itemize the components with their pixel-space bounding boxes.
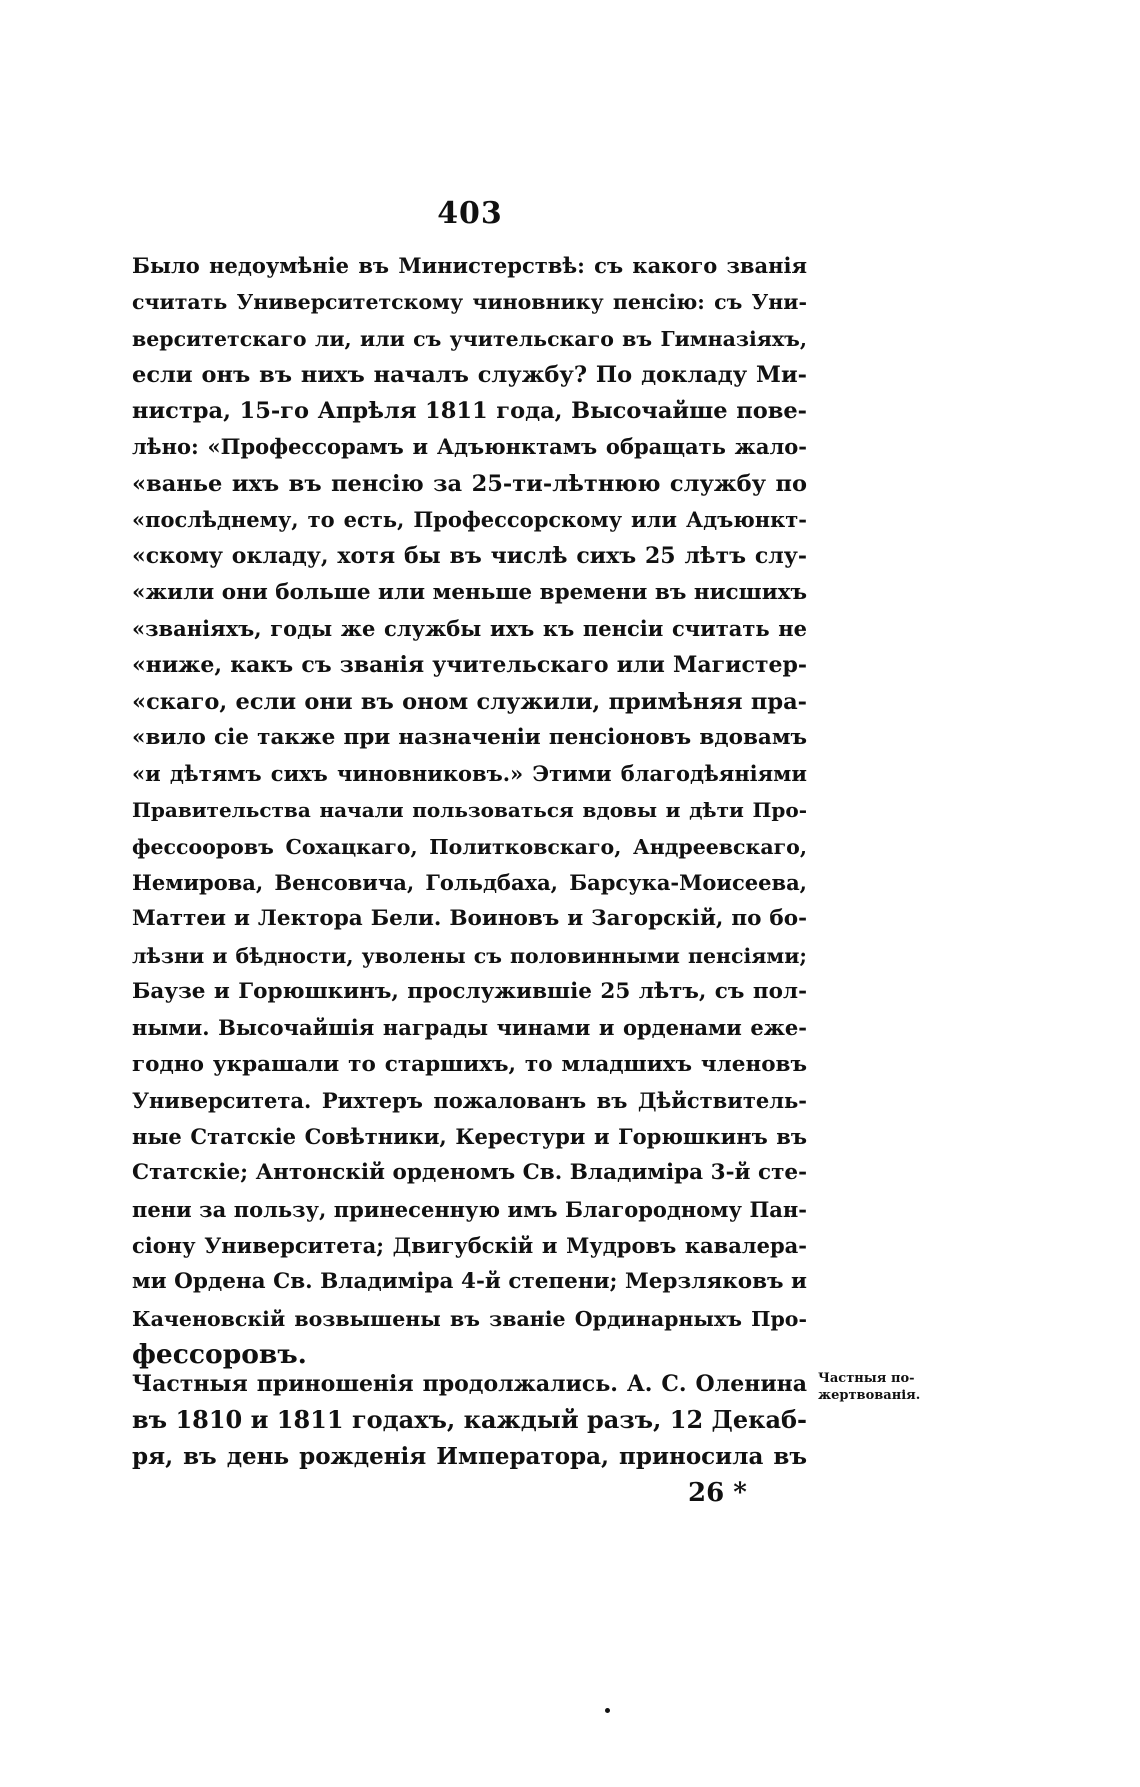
page-number: 403 (437, 196, 503, 231)
text-line: сіону Университета; Двигубскій и Мудровъ кавалера- (132, 1233, 807, 1259)
text-line: ря, въ день рожденія Императора, приносила въ (132, 1442, 807, 1470)
text-line: лѣзни и бѣдности, уволены съ половинными пенсіями; (132, 943, 807, 968)
text-line: Университета. Рихтеръ пожалованъ въ Дѣйствитель- (132, 1087, 807, 1113)
margin-note-line: Частныя по- (818, 1371, 915, 1386)
text-line: фессоровъ. (132, 1338, 307, 1370)
text-line: Статскіе; Антонскій орденомъ Св. Владиміра 3-й сте- (132, 1160, 807, 1186)
text-line: ми Ордена Св. Владиміра 4-й степени; Мерзляковъ и (132, 1269, 807, 1295)
print-speck (605, 1708, 610, 1713)
text-line: «ниже, какъ съ званія учительскаго или Магистер- (132, 652, 807, 679)
text-line: пени за пользу, принесенную имъ Благородному Пан- (132, 1196, 807, 1222)
margin-note (818, 1370, 968, 1404)
text-line: Было недоумѣніе въ Министерствѣ: съ какого званія (132, 253, 807, 278)
text-line: «жили они больше или меньше времени въ нисшихъ (132, 579, 807, 605)
text-line: фессооровъ Сохацкаго, Политковскаго, Андреевскаго, (132, 834, 807, 859)
text-line: Немирова, Венсовича, Гольдбаха, Барсука-Моисеева, (132, 870, 807, 896)
margin-note-line: жертвованія. (818, 1388, 921, 1403)
text-line: если онъ въ нихъ началъ службу? По докладу Ми- (132, 361, 807, 388)
text-line: лѣно: «Профессорамъ и Адъюнктамъ обращать жало- (132, 434, 807, 460)
text-line: Маттеи и Лектора Бели. Воиновъ и Загорскій, по бо- (132, 906, 807, 932)
text-line: Баузе и Горюшкинъ, прослужившіе 25 лѣтъ, съ пол- (132, 978, 807, 1004)
text-line: Правительства начали пользоваться вдовы и дѣти Про- (132, 798, 807, 823)
paragraph-1 (132, 248, 807, 1373)
signature-mark: 26 * (688, 1478, 747, 1508)
text-line: Каченовскій возвышены въ званіе Ординарныхъ Про- (132, 1306, 807, 1331)
text-line: «званіяхъ, годы же службы ихъ къ пенсіи считать не (132, 615, 807, 641)
text-line: «и дѣтямъ сихъ чиновниковъ.» Этими благодѣяніями (132, 761, 807, 787)
text-line: «вило сіе также при назначеніи пенсіоновъ вдовамъ (132, 724, 807, 750)
paragraph-2 (132, 1366, 807, 1475)
text-line: «послѣднему, то есть, Профессорскому или Адъюнкт- (132, 507, 807, 533)
text-line: ные Статскіе Совѣтники, Керестури и Горюшкинъ въ (132, 1124, 807, 1150)
text-line: «скаго, если они въ оном служили, примѣняя пра- (132, 688, 807, 715)
text-line: верситетскаго ли, или съ учительскаго въ Гимназіяхъ, (132, 326, 807, 351)
text-line: считать Университетскому чиновнику пенсію: съ Уни- (132, 290, 807, 315)
text-line: ными. Высочайшія награды чинами и орденами еже- (132, 1015, 807, 1041)
text-line: Частныя приношенія продолжались. А. С. Оленина (132, 1371, 807, 1397)
text-line: въ 1810 и 1811 годахъ, каждый разъ, 12 Декаб- (132, 1405, 807, 1435)
text-line: «ванье ихъ въ пенсію за 25-ти-лѣтнюю службу по (132, 470, 807, 497)
text-line: нистра, 15-го Апрѣля 1811 года, Высочайше пове- (132, 398, 807, 425)
text-line: «скому окладу, хотя бы въ числѣ сихъ 25 лѣтъ слу- (132, 543, 807, 570)
text-line: годно украшали то старшихъ, то младшихъ членовъ (132, 1051, 807, 1077)
